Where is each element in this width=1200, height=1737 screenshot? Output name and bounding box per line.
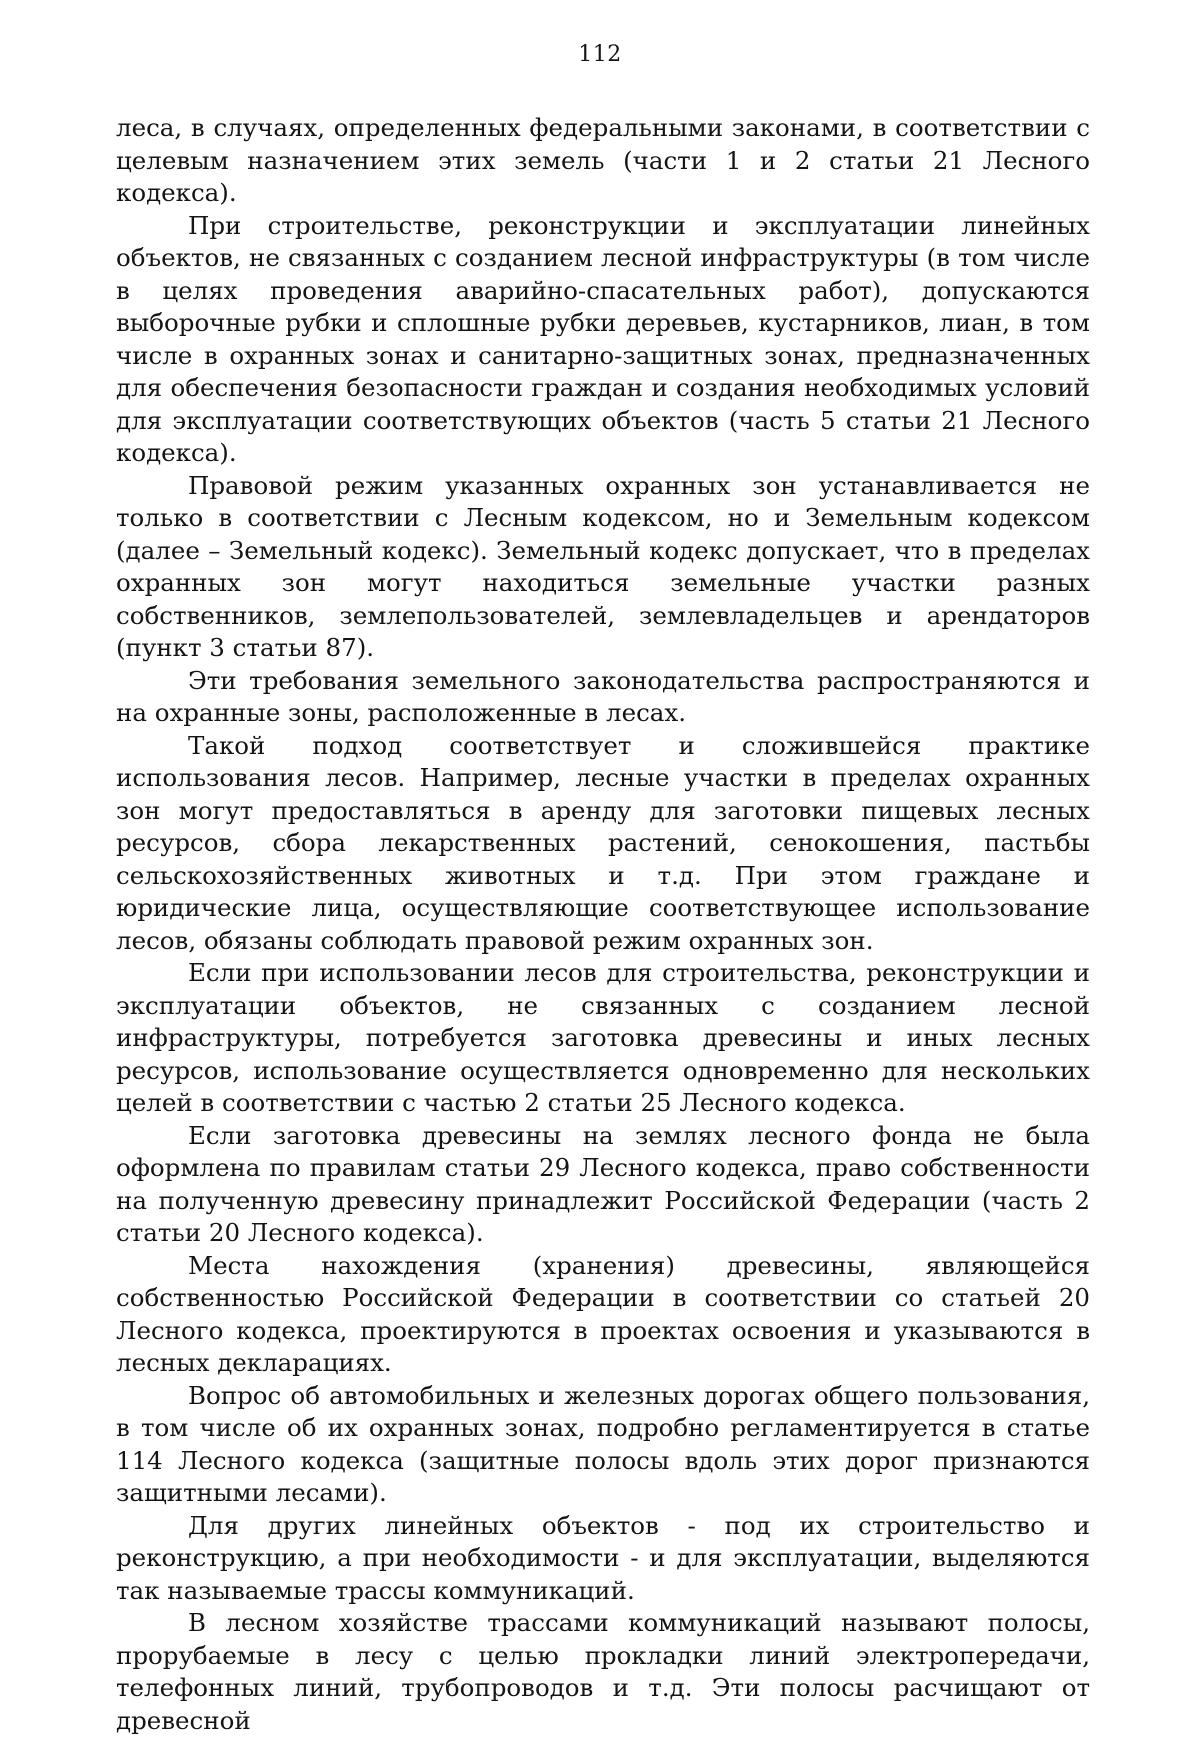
paragraph-6: Если при использовании лесов для строительства, реконструкции и эксплуатации объектов, не связанных с созданием лесной инфраструктуры, потребуется заготовка древесины и иных лесных ресурсов, использование осуществляется одновременно для нескольких целей в соответствии с частью 2 статьи 25 Лесного кодекса. bbox=[116, 958, 1090, 1117]
paragraph-9: Вопрос об автомобильных и железных дорогах общего пользования, в том числе об их охранных зонах, подробно регламентируется в статье 114 Лесного кодекса (защитные полосы вдоль этих дорог признаются защитными лесами). bbox=[116, 1380, 1090, 1507]
paragraph-8: Места нахождения (хранения) древесины, являющейся собственностью Российской Федерации в соответствии со статьей 20 Лесного кодекса, проектируются в проектах освоения и указываются в лесных декларациях. bbox=[116, 1250, 1090, 1377]
paragraph-7: Если заготовка древесины на землях лесного фонда не была оформлена по правилам статьи 29 Лесного кодекса, право собственности на полученную древесину принадлежит Российской Федерации (часть 2 статьи 20 Лесного кодекса). bbox=[116, 1120, 1090, 1247]
paragraph-2: При строительстве, реконструкции и эксплуатации линейных объектов, не связанных с созданием лесной инфраструктуры (в том числе в целях проведения аварийно-спасательных работ), допускаются выборочные рубки и сплошные рубки деревьев, кустарников, лиан, в том числе в охранных зонах и санитарно-защитных зонах, предназначенных для обеспечения безопасности граждан и создания необходимых условий для эксплуатации соответствующих объектов (часть 5 статьи 21 Лесного кодекса). bbox=[116, 210, 1090, 467]
paragraph-1: леса, в случаях, определенных федеральными законами, в соответствии с целевым назначением этих земель (части 1 и 2 статьи 21 Лесного кодекса). bbox=[116, 113, 1090, 207]
paragraph-11: В лесном хозяйстве трассами коммуникаций называют полосы, прорубаемые в лесу с целью прокладки линий электропередачи, телефонных линий, трубопроводов и т.д. Эти полосы расчищают от древесной bbox=[116, 1608, 1090, 1735]
paragraph-10: Для других линейных объектов - под их строительство и реконструкцию, а при необходимости - и для эксплуатации, выделяются так называемые трассы коммуникаций. bbox=[116, 1510, 1090, 1605]
paragraph-5: Такой подход соответствует и сложившейся практике использования лесов. Например, лесные участки в пределах охранных зон могут предоставляться в аренду для заготовки пищевых лесных ресурсов, сбора лекарственных растений, сенокошения, пастьбы сельскохозяйственных животных и т.д. При этом граждане и юридические лица, осуществляющие соответствующее использование лесов, обязаны соблюдать правовой режим охранных зон. bbox=[116, 730, 1090, 955]
page-number: 112 bbox=[578, 42, 622, 67]
paragraph-4: Эти требования земельного законодательства распространяются и на охранные зоны, расположенные в лесах. bbox=[116, 665, 1090, 727]
paragraph-3: Правовой режим указанных охранных зон устанавливается не только в соответствии с Лесным кодексом, но и Земельным кодексом (далее – Земельный кодекс). Земельный кодекс допускает, что в пределах охранных зон могут находиться земельные участки разных собственников, землепользователей, землевладельцев и арендаторов (пункт 3 статьи 87). bbox=[116, 470, 1090, 662]
document-body bbox=[116, 112, 1090, 1737]
